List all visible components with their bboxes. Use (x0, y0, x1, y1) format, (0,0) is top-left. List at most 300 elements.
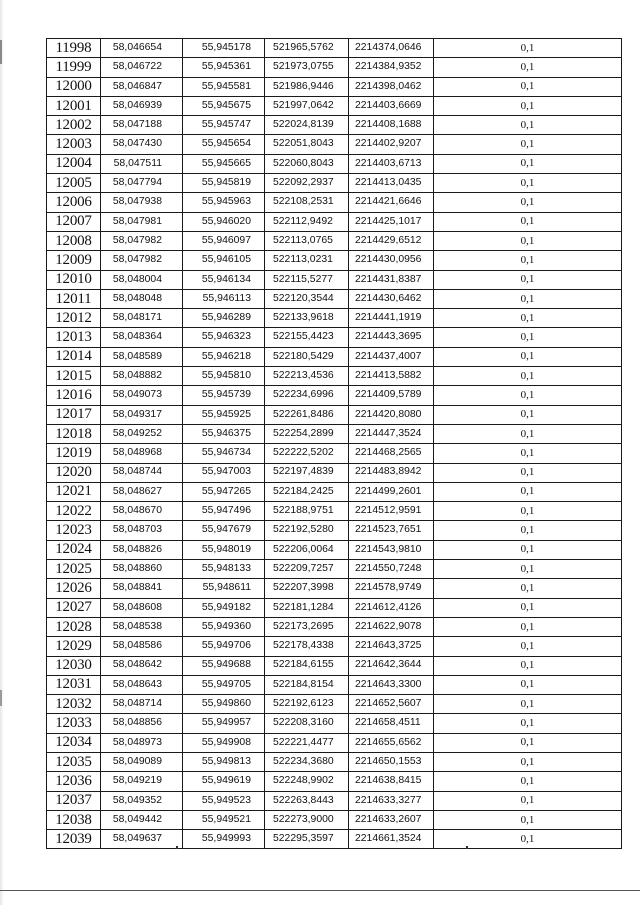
longitude-cell: 55,945654 (183, 135, 265, 154)
y-coordinate-cell: 2214425,1017 (349, 212, 434, 231)
table-row (47, 135, 622, 154)
scan-speck (466, 846, 468, 849)
latitude-cell: 58,048048 (101, 289, 183, 308)
point-number-cell: 11998 (47, 39, 101, 58)
y-coordinate-cell: 2214413,5882 (349, 367, 434, 386)
accuracy-cell: 0,1 (434, 810, 622, 829)
latitude-cell: 58,048744 (101, 463, 183, 482)
accuracy-cell: 0,1 (434, 502, 622, 521)
point-number-cell: 12022 (47, 502, 101, 521)
y-coordinate-cell: 2214441,1919 (349, 309, 434, 328)
x-coordinate-cell: 522092,2937 (265, 174, 349, 193)
y-coordinate-cell: 2214622,9078 (349, 617, 434, 636)
scan-artifact (0, 40, 2, 64)
accuracy-cell: 0,1 (434, 675, 622, 694)
accuracy-cell: 0,1 (434, 328, 622, 347)
x-coordinate-cell: 522112,9492 (265, 212, 349, 231)
latitude-cell: 58,048586 (101, 637, 183, 656)
table-row (47, 463, 622, 482)
table-row (47, 405, 622, 424)
point-number-cell: 12036 (47, 772, 101, 791)
table-row (47, 212, 622, 231)
latitude-cell: 58,049089 (101, 752, 183, 771)
table-row (47, 193, 622, 212)
y-coordinate-cell: 2214403,6713 (349, 154, 434, 173)
longitude-cell: 55,949688 (183, 656, 265, 675)
accuracy-cell: 0,1 (434, 772, 622, 791)
table-row (47, 560, 622, 579)
point-number-cell: 12017 (47, 405, 101, 424)
x-coordinate-cell: 522188,9751 (265, 502, 349, 521)
x-coordinate-cell: 522060,8043 (265, 154, 349, 173)
x-coordinate-cell: 522222,5202 (265, 444, 349, 463)
table-row (47, 695, 622, 714)
table-row (47, 579, 622, 598)
y-coordinate-cell: 2214523,7651 (349, 521, 434, 540)
longitude-cell: 55,945925 (183, 405, 265, 424)
latitude-cell: 58,047430 (101, 135, 183, 154)
coordinates-table (46, 38, 622, 849)
longitude-cell: 55,945361 (183, 58, 265, 77)
point-number-cell: 12039 (47, 830, 101, 849)
longitude-cell: 55,949705 (183, 675, 265, 694)
x-coordinate-cell: 522248,9902 (265, 772, 349, 791)
longitude-cell: 55,946113 (183, 289, 265, 308)
y-coordinate-cell: 2214512,9591 (349, 502, 434, 521)
y-coordinate-cell: 2214633,2607 (349, 810, 434, 829)
point-number-cell: 12011 (47, 289, 101, 308)
x-coordinate-cell: 522178,4338 (265, 637, 349, 656)
accuracy-cell: 0,1 (434, 579, 622, 598)
accuracy-cell: 0,1 (434, 231, 622, 250)
x-coordinate-cell: 522273,9000 (265, 810, 349, 829)
table-row (47, 77, 622, 96)
accuracy-cell: 0,1 (434, 444, 622, 463)
y-coordinate-cell: 2214642,3644 (349, 656, 434, 675)
x-coordinate-cell: 522261,8486 (265, 405, 349, 424)
y-coordinate-cell: 2214633,3277 (349, 791, 434, 810)
point-number-cell: 12030 (47, 656, 101, 675)
point-number-cell: 12004 (47, 154, 101, 173)
y-coordinate-cell: 2214409,5789 (349, 386, 434, 405)
accuracy-cell: 0,1 (434, 560, 622, 579)
point-number-cell: 12035 (47, 752, 101, 771)
y-coordinate-cell: 2214638,8415 (349, 772, 434, 791)
longitude-cell: 55,949619 (183, 772, 265, 791)
x-coordinate-cell: 522115,5277 (265, 270, 349, 289)
point-number-cell: 12008 (47, 231, 101, 250)
x-coordinate-cell: 522155,4423 (265, 328, 349, 347)
table-row (47, 810, 622, 829)
x-coordinate-cell: 522108,2531 (265, 193, 349, 212)
x-coordinate-cell: 522234,6996 (265, 386, 349, 405)
x-coordinate-cell: 522206,0064 (265, 540, 349, 559)
accuracy-cell: 0,1 (434, 752, 622, 771)
latitude-cell: 58,048608 (101, 598, 183, 617)
table-row (47, 270, 622, 289)
longitude-cell: 55,946323 (183, 328, 265, 347)
latitude-cell: 58,047511 (101, 154, 183, 173)
latitude-cell: 58,048627 (101, 482, 183, 501)
accuracy-cell: 0,1 (434, 424, 622, 443)
table-row (47, 656, 622, 675)
x-coordinate-cell: 522184,8154 (265, 675, 349, 694)
table-row (47, 174, 622, 193)
x-coordinate-cell: 522213,4536 (265, 367, 349, 386)
table-row (47, 116, 622, 135)
longitude-cell: 55,949706 (183, 637, 265, 656)
table-row (47, 598, 622, 617)
x-coordinate-cell: 522221,4477 (265, 733, 349, 752)
longitude-cell: 55,946218 (183, 347, 265, 366)
accuracy-cell: 0,1 (434, 96, 622, 115)
y-coordinate-cell: 2214658,4511 (349, 714, 434, 733)
y-coordinate-cell: 2214447,3524 (349, 424, 434, 443)
x-coordinate-cell: 522180,5429 (265, 347, 349, 366)
accuracy-cell: 0,1 (434, 77, 622, 96)
accuracy-cell: 0,1 (434, 482, 622, 501)
x-coordinate-cell: 522295,3597 (265, 830, 349, 849)
longitude-cell: 55,945665 (183, 154, 265, 173)
longitude-cell: 55,946289 (183, 309, 265, 328)
x-coordinate-cell: 522254,2899 (265, 424, 349, 443)
y-coordinate-cell: 2214655,6562 (349, 733, 434, 752)
point-number-cell: 12007 (47, 212, 101, 231)
y-coordinate-cell: 2214661,3524 (349, 830, 434, 849)
accuracy-cell: 0,1 (434, 367, 622, 386)
point-number-cell: 12001 (47, 96, 101, 115)
x-coordinate-cell: 522192,5280 (265, 521, 349, 540)
scan-left-edge (0, 0, 4, 905)
latitude-cell: 58,049317 (101, 405, 183, 424)
point-number-cell: 12020 (47, 463, 101, 482)
latitude-cell: 58,048643 (101, 675, 183, 694)
longitude-cell: 55,948133 (183, 560, 265, 579)
table-row (47, 309, 622, 328)
y-coordinate-cell: 2214643,3725 (349, 637, 434, 656)
y-coordinate-cell: 2214612,4126 (349, 598, 434, 617)
latitude-cell: 58,048538 (101, 617, 183, 636)
longitude-cell: 55,948611 (183, 579, 265, 598)
table-row (47, 251, 622, 270)
table-row (47, 482, 622, 501)
latitude-cell: 58,048841 (101, 579, 183, 598)
x-coordinate-cell: 522120,3544 (265, 289, 349, 308)
longitude-cell: 55,945810 (183, 367, 265, 386)
table-row (47, 540, 622, 559)
latitude-cell: 58,048714 (101, 695, 183, 714)
x-coordinate-cell: 521986,9446 (265, 77, 349, 96)
latitude-cell: 58,047794 (101, 174, 183, 193)
latitude-cell: 58,049442 (101, 810, 183, 829)
longitude-cell: 55,949908 (183, 733, 265, 752)
table-row (47, 733, 622, 752)
x-coordinate-cell: 521997,0642 (265, 96, 349, 115)
y-coordinate-cell: 2214420,8080 (349, 405, 434, 424)
longitude-cell: 55,946734 (183, 444, 265, 463)
coordinates-table-body (47, 39, 622, 849)
latitude-cell: 58,047981 (101, 212, 183, 231)
table-row (47, 772, 622, 791)
longitude-cell: 55,945739 (183, 386, 265, 405)
x-coordinate-cell: 521973,0755 (265, 58, 349, 77)
x-coordinate-cell: 522192,6123 (265, 695, 349, 714)
accuracy-cell: 0,1 (434, 463, 622, 482)
accuracy-cell: 0,1 (434, 521, 622, 540)
latitude-cell: 58,048642 (101, 656, 183, 675)
y-coordinate-cell: 2214398,0462 (349, 77, 434, 96)
point-number-cell: 12023 (47, 521, 101, 540)
y-coordinate-cell: 2214384,9352 (349, 58, 434, 77)
point-number-cell: 12009 (47, 251, 101, 270)
y-coordinate-cell: 2214643,3300 (349, 675, 434, 694)
table-row (47, 637, 622, 656)
x-coordinate-cell: 522197,4839 (265, 463, 349, 482)
table-row (47, 791, 622, 810)
accuracy-cell: 0,1 (434, 154, 622, 173)
y-coordinate-cell: 2214437,4007 (349, 347, 434, 366)
longitude-cell: 55,946375 (183, 424, 265, 443)
latitude-cell: 58,048703 (101, 521, 183, 540)
longitude-cell: 55,945675 (183, 96, 265, 115)
x-coordinate-cell: 522181,1284 (265, 598, 349, 617)
x-coordinate-cell: 522234,3680 (265, 752, 349, 771)
point-number-cell: 12006 (47, 193, 101, 212)
latitude-cell: 58,048589 (101, 347, 183, 366)
point-number-cell: 12038 (47, 810, 101, 829)
y-coordinate-cell: 2214430,0956 (349, 251, 434, 270)
latitude-cell: 58,048973 (101, 733, 183, 752)
point-number-cell: 12019 (47, 444, 101, 463)
latitude-cell: 58,048860 (101, 560, 183, 579)
longitude-cell: 55,946020 (183, 212, 265, 231)
point-number-cell: 12027 (47, 598, 101, 617)
accuracy-cell: 0,1 (434, 830, 622, 849)
accuracy-cell: 0,1 (434, 58, 622, 77)
y-coordinate-cell: 2214402,9207 (349, 135, 434, 154)
latitude-cell: 58,046847 (101, 77, 183, 96)
point-number-cell: 12014 (47, 347, 101, 366)
table-row (47, 231, 622, 250)
scan-speck (176, 846, 178, 849)
latitude-cell: 58,049219 (101, 772, 183, 791)
accuracy-cell: 0,1 (434, 656, 622, 675)
table-row (47, 830, 622, 849)
longitude-cell: 55,947003 (183, 463, 265, 482)
accuracy-cell: 0,1 (434, 212, 622, 231)
accuracy-cell: 0,1 (434, 695, 622, 714)
x-coordinate-cell: 522024,8139 (265, 116, 349, 135)
longitude-cell: 55,949957 (183, 714, 265, 733)
accuracy-cell: 0,1 (434, 251, 622, 270)
page-bottom-rule (0, 890, 640, 891)
table-row (47, 521, 622, 540)
point-number-cell: 12015 (47, 367, 101, 386)
latitude-cell: 58,048882 (101, 367, 183, 386)
table-row (47, 617, 622, 636)
point-number-cell: 11999 (47, 58, 101, 77)
latitude-cell: 58,046939 (101, 96, 183, 115)
accuracy-cell: 0,1 (434, 598, 622, 617)
y-coordinate-cell: 2214443,3695 (349, 328, 434, 347)
y-coordinate-cell: 2214374,0646 (349, 39, 434, 58)
accuracy-cell: 0,1 (434, 193, 622, 212)
y-coordinate-cell: 2214652,5607 (349, 695, 434, 714)
point-number-cell: 12002 (47, 116, 101, 135)
latitude-cell: 58,047938 (101, 193, 183, 212)
x-coordinate-cell: 522263,8443 (265, 791, 349, 810)
accuracy-cell: 0,1 (434, 135, 622, 154)
latitude-cell: 58,048171 (101, 309, 183, 328)
point-number-cell: 12029 (47, 637, 101, 656)
y-coordinate-cell: 2214483,8942 (349, 463, 434, 482)
table-row (47, 386, 622, 405)
y-coordinate-cell: 2214421,6646 (349, 193, 434, 212)
point-number-cell: 12003 (47, 135, 101, 154)
point-number-cell: 12012 (47, 309, 101, 328)
accuracy-cell: 0,1 (434, 174, 622, 193)
accuracy-cell: 0,1 (434, 347, 622, 366)
x-coordinate-cell: 522209,7257 (265, 560, 349, 579)
latitude-cell: 58,046654 (101, 39, 183, 58)
longitude-cell: 55,947496 (183, 502, 265, 521)
accuracy-cell: 0,1 (434, 386, 622, 405)
y-coordinate-cell: 2214468,2565 (349, 444, 434, 463)
point-number-cell: 12013 (47, 328, 101, 347)
point-number-cell: 12018 (47, 424, 101, 443)
accuracy-cell: 0,1 (434, 309, 622, 328)
table-row (47, 424, 622, 443)
table-row (47, 154, 622, 173)
table-row (47, 39, 622, 58)
accuracy-cell: 0,1 (434, 540, 622, 559)
longitude-cell: 55,949360 (183, 617, 265, 636)
y-coordinate-cell: 2214650,1553 (349, 752, 434, 771)
x-coordinate-cell: 522173,2695 (265, 617, 349, 636)
accuracy-cell: 0,1 (434, 637, 622, 656)
latitude-cell: 58,047982 (101, 231, 183, 250)
table-row (47, 289, 622, 308)
x-coordinate-cell: 522207,3998 (265, 579, 349, 598)
x-coordinate-cell: 522208,3160 (265, 714, 349, 733)
longitude-cell: 55,945178 (183, 39, 265, 58)
accuracy-cell: 0,1 (434, 116, 622, 135)
point-number-cell: 12025 (47, 560, 101, 579)
point-number-cell: 12033 (47, 714, 101, 733)
scan-artifact (0, 690, 2, 706)
latitude-cell: 58,048826 (101, 540, 183, 559)
latitude-cell: 58,048670 (101, 502, 183, 521)
table-row (47, 752, 622, 771)
y-coordinate-cell: 2214499,2601 (349, 482, 434, 501)
latitude-cell: 58,048968 (101, 444, 183, 463)
y-coordinate-cell: 2214430,6462 (349, 289, 434, 308)
x-coordinate-cell: 522184,2425 (265, 482, 349, 501)
y-coordinate-cell: 2214543,9810 (349, 540, 434, 559)
point-number-cell: 12032 (47, 695, 101, 714)
table-row (47, 347, 622, 366)
y-coordinate-cell: 2214408,1688 (349, 116, 434, 135)
latitude-cell: 58,049637 (101, 830, 183, 849)
latitude-cell: 58,049252 (101, 424, 183, 443)
table-row (47, 714, 622, 733)
x-coordinate-cell: 522113,0765 (265, 231, 349, 250)
latitude-cell: 58,049352 (101, 791, 183, 810)
y-coordinate-cell: 2214429,6512 (349, 231, 434, 250)
accuracy-cell: 0,1 (434, 39, 622, 58)
table-row (47, 328, 622, 347)
longitude-cell: 55,949182 (183, 598, 265, 617)
y-coordinate-cell: 2214550,7248 (349, 560, 434, 579)
x-coordinate-cell: 522184,6155 (265, 656, 349, 675)
point-number-cell: 12005 (47, 174, 101, 193)
latitude-cell: 58,046722 (101, 58, 183, 77)
x-coordinate-cell: 522133,9618 (265, 309, 349, 328)
accuracy-cell: 0,1 (434, 270, 622, 289)
point-number-cell: 12031 (47, 675, 101, 694)
x-coordinate-cell: 522113,0231 (265, 251, 349, 270)
table-row (47, 96, 622, 115)
point-number-cell: 12024 (47, 540, 101, 559)
latitude-cell: 58,048004 (101, 270, 183, 289)
accuracy-cell: 0,1 (434, 714, 622, 733)
table-row (47, 502, 622, 521)
x-coordinate-cell: 522051,8043 (265, 135, 349, 154)
longitude-cell: 55,949993 (183, 830, 265, 849)
latitude-cell: 58,047982 (101, 251, 183, 270)
y-coordinate-cell: 2214578,9749 (349, 579, 434, 598)
latitude-cell: 58,049073 (101, 386, 183, 405)
table-row (47, 675, 622, 694)
longitude-cell: 55,945963 (183, 193, 265, 212)
y-coordinate-cell: 2214413,0435 (349, 174, 434, 193)
latitude-cell: 58,048856 (101, 714, 183, 733)
point-number-cell: 12021 (47, 482, 101, 501)
point-number-cell: 12010 (47, 270, 101, 289)
longitude-cell: 55,947265 (183, 482, 265, 501)
point-number-cell: 12026 (47, 579, 101, 598)
x-coordinate-cell: 521965,5762 (265, 39, 349, 58)
accuracy-cell: 0,1 (434, 289, 622, 308)
table-row (47, 367, 622, 386)
y-coordinate-cell: 2214431,8387 (349, 270, 434, 289)
longitude-cell: 55,949813 (183, 752, 265, 771)
accuracy-cell: 0,1 (434, 617, 622, 636)
accuracy-cell: 0,1 (434, 405, 622, 424)
point-number-cell: 12037 (47, 791, 101, 810)
point-number-cell: 12000 (47, 77, 101, 96)
longitude-cell: 55,946097 (183, 231, 265, 250)
longitude-cell: 55,946134 (183, 270, 265, 289)
point-number-cell: 12016 (47, 386, 101, 405)
accuracy-cell: 0,1 (434, 791, 622, 810)
point-number-cell: 12028 (47, 617, 101, 636)
longitude-cell: 55,949523 (183, 791, 265, 810)
y-coordinate-cell: 2214403,6669 (349, 96, 434, 115)
longitude-cell: 55,949860 (183, 695, 265, 714)
latitude-cell: 58,048364 (101, 328, 183, 347)
longitude-cell: 55,948019 (183, 540, 265, 559)
point-number-cell: 12034 (47, 733, 101, 752)
longitude-cell: 55,946105 (183, 251, 265, 270)
table-row (47, 444, 622, 463)
longitude-cell: 55,945819 (183, 174, 265, 193)
longitude-cell: 55,947679 (183, 521, 265, 540)
latitude-cell: 58,047188 (101, 116, 183, 135)
table-row (47, 58, 622, 77)
longitude-cell: 55,949521 (183, 810, 265, 829)
longitude-cell: 55,945581 (183, 77, 265, 96)
